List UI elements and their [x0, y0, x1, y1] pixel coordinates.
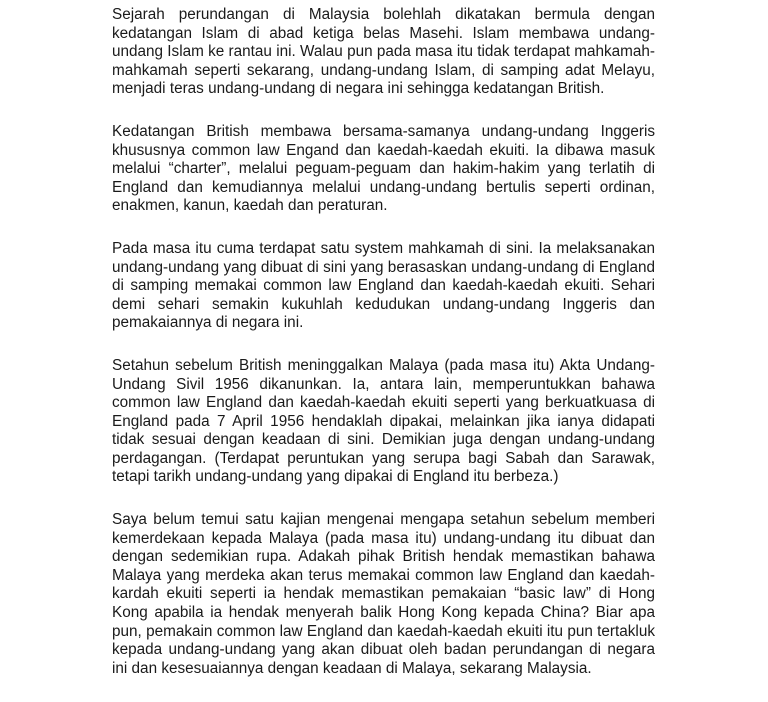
paragraph-british-arrival: Kedatangan British membawa bersama-samanya undang-undang Inggeris khususnya common law Engand dan kaedah-kaedah ekuiti. Ia dibawa masuk melalui “charter”, melalui peguam-peguam dan hakim-hakim yang terlatih di England dan kemudiannya melalui undang-undang bertulis seperti ordinan, enakmen, kanun, kaedah dan peraturan. [112, 122, 655, 215]
document-body [112, 6, 655, 702]
paragraph-independence-question: Saya belum temui satu kajian mengenai mengapa setahun sebelum memberi kemerdekaan kepada Malaya (pada masa itu) undang-undang itu dibuat dan dengan sedemikian rupa. Adakah pihak British hendak memastikan bahawa Malaya yang merdeka akan terus memakai common law England dan kaedah-kardah ekuiti seperti ia hendak memastikan pemakaian “basic law” di Hong Kong apabila ia hendak menyerah balik Hong Kong kepada China? Biar apa pun, pemakain common law England dan kaedah-kaedah ekuiti itu pun tertakluk kepada undang-undang yang akan dibuat oleh badan perundangan di negara ini dan kesesuaiannya dengan keadaan di Malaya, sekarang Malaysia. [112, 511, 655, 677]
paragraph-islamic-law: Sejarah perundangan di Malaysia bolehlah dikatakan bermula dengan kedatangan Islam di abad ketiga belas Masehi. Islam membawa undang-undang Islam ke rantau ini. Walau pun pada masa itu tidak terdapat mahkamah-mahkamah seperti sekarang, undang-undang Islam, di samping adat Melayu, menjadi teras undang-undang di negara ini sehingga kedatangan British. [112, 6, 655, 98]
paragraph-court-system: Pada masa itu cuma terdapat satu system mahkamah di sini. Ia melaksanakan undang-undang yang dibuat di sini yang berasaskan undang-undang di England di samping memakai common law England dan kaedah-kaedah ekuiti. Sehari demi sehari semakin kukuhlah kedudukan undang-undang Inggeris dan pemakaiannya di negara ini. [112, 239, 655, 332]
paragraph-civil-law-act: Setahun sebelum British meninggalkan Malaya (pada masa itu) Akta Undang-Undang Sivil 1956 dikanunkan. Ia, antara lain, memperuntukkan bahawa common law England dan kaedah-kaedah ekuiti seperti yang berkuatkuasa di England pada 7 April 1956 hendaklah dipakai, melainkan jika ianya didapati tidak sesuai dengan keadaan di sini. Demikian juga dengan undang-undang perdagangan. (Terdapat peruntukan yang serupa bagi Sabah dan Sarawak, tetapi tarikh undang-undang yang dipakai di England itu berbeza.) [112, 356, 655, 486]
